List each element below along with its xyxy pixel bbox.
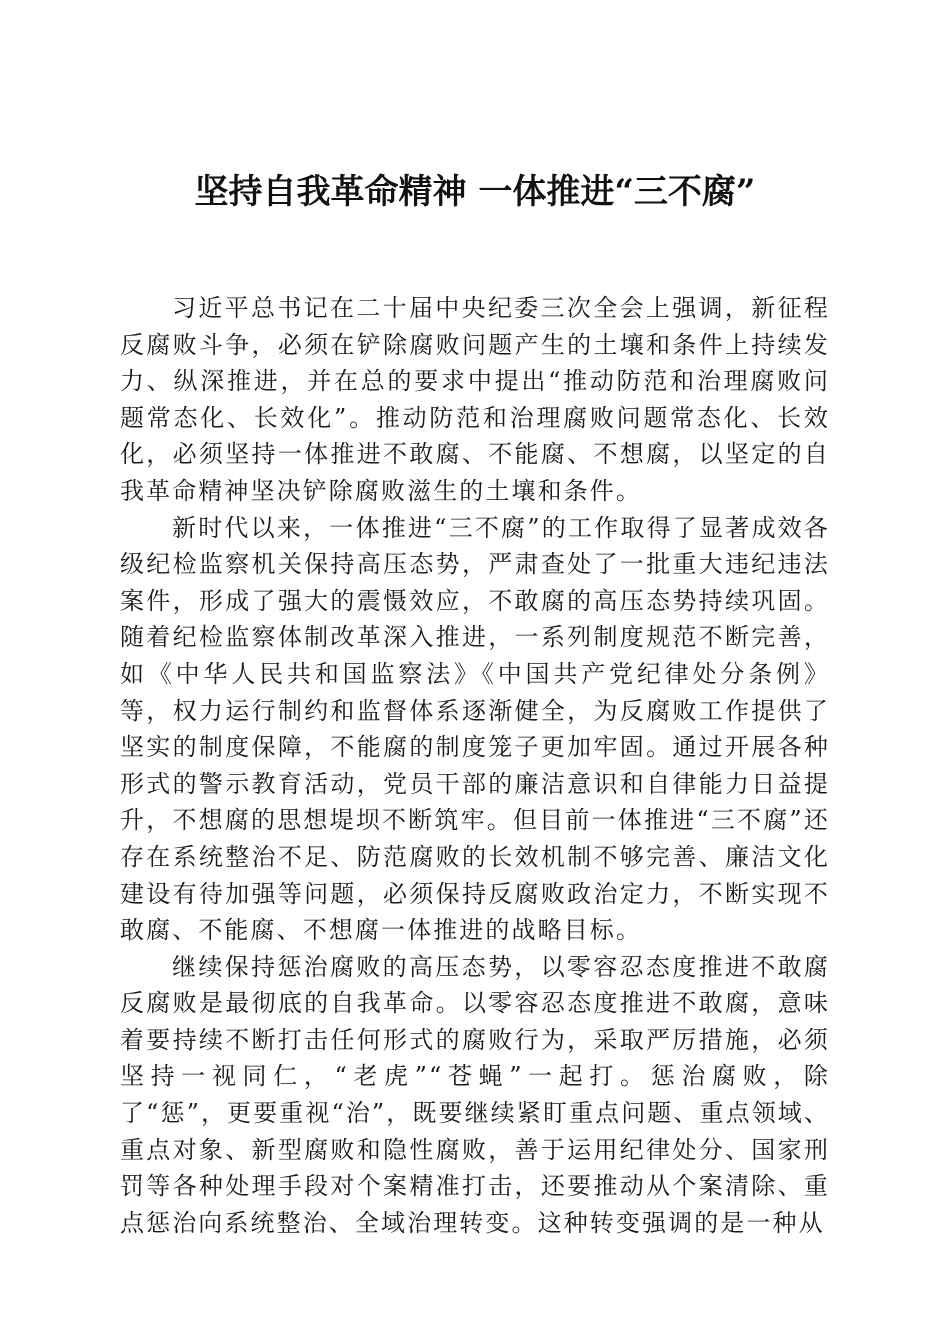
paragraph-1: 习近平总书记在二十届中央纪委三次全会上强调，新征程反腐败斗争，必须在铲除腐败问题产生的土壤和条件上持续发力、纵深推进，并在总的要求中提出“推动防范和治理腐败问题常态化、长效化”。推动防范和治理腐败问题常态化、长效化，必须坚持一体推进不敢腐、不能腐、不想腐，以坚定的自我革命精神坚决铲除腐败滋生的土壤和条件。	[120, 294, 830, 505]
document-body	[120, 290, 830, 1241]
paragraph-2: 新时代以来，一体推进“三不腐”的工作取得了显著成效各级纪检监察机关保持高压态势，严肃查处了一批重大违纪违法案件，形成了强大的震慑效应，不敢腐的高压态势持续巩固。随着纪检监察体制改革深入推进，一系列制度规范不断完善，如《中华人民共和国监察法》《中国共产党纪律处分条例》等，权力运行制约和监督体系逐渐健全，为反腐败工作提供了坚实的制度保障，不能腐的制度笼子更加牢固。通过开展各种形式的警示教育活动，党员干部的廉洁意识和自律能力日益提升，不想腐的思想堤坝不断筑牢。但目前一体推进“三不腐”还存在系统整治不足、防范腐败的长效机制不够完善、廉洁文化建设有待加强等问题，必须保持反腐败政治定力，不断实现不敢腐、不能腐、不想腐一体推进的战略目标。	[120, 513, 830, 945]
paragraph-3: 继续保持惩治腐败的高压态势，以零容忍态度推进不敢腐反腐败是最彻底的自我革命。以零容忍态度推进不敢腐，意味着要持续不断打击任何形式的腐败行为，采取严厉措施，必须坚持一视同仁，“老虎”“苍蝇”一起打。惩治腐败，除了“惩”，更要重视“治”，既要继续紧盯重点问题、重点领域、重点对象、新型腐败和隐性腐败，善于运用纪律处分、国家刑罚等各种处理手段对个案精准打击，还要推动从个案清除、重点惩治向系统整治、全域治理转变。这种转变强调的是一种从	[120, 952, 830, 1237]
document-title: 坚持自我革命精神 一体推进“三不腐”	[194, 172, 756, 212]
